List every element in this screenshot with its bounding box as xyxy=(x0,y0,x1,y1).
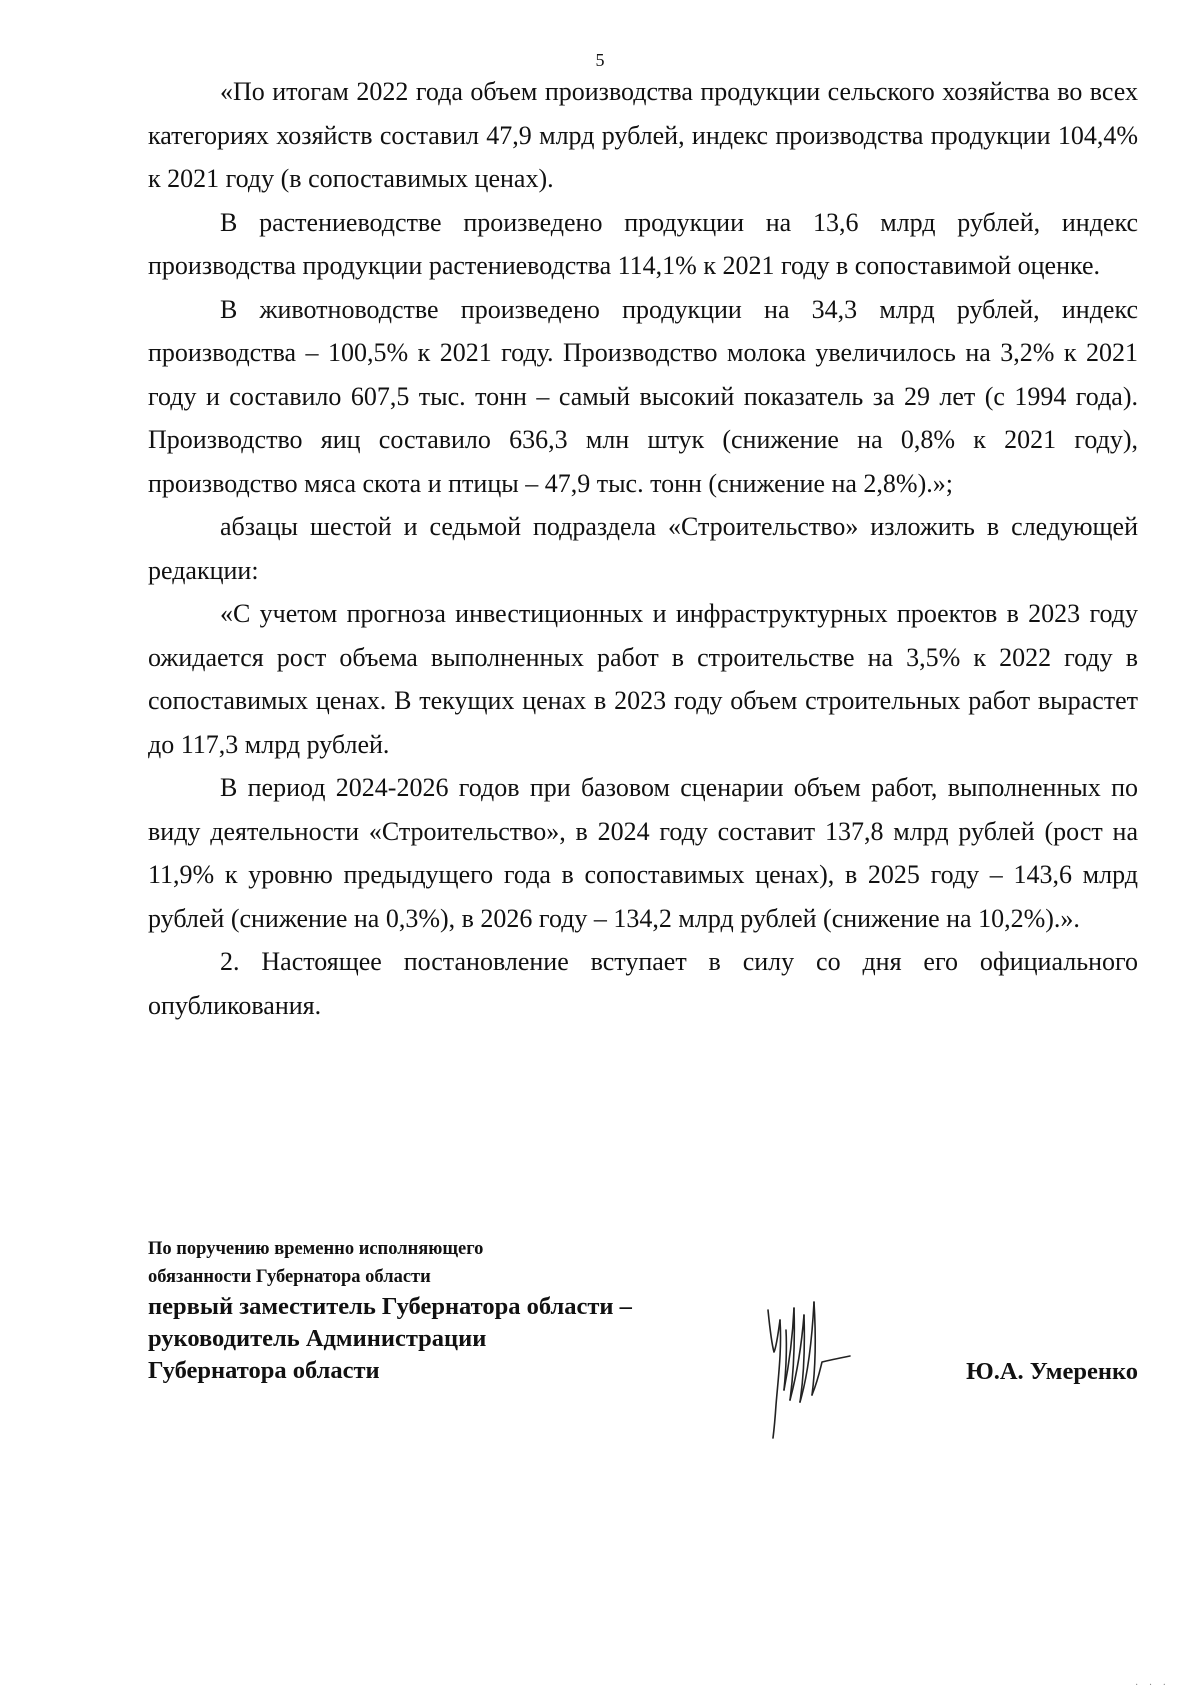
signatory-title-line-1: первый заместитель Губернатора области – xyxy=(148,1293,632,1320)
signatory-title-line-2: руководитель Администрации xyxy=(148,1325,487,1352)
paragraph-construction-2024-2026: В период 2024-2026 годов при базовом сценарии объем работ, выполненных по виду деятельности «Строительство», в 2024 году составит 137,8 млрд рублей (рост на 11,9% к уровню предыдущего года в сопоставимых ценах), в 2025 году – 143,6 млрд рублей (снижение на 0,3%), в 2026 году – 134,2 млрд рублей (снижение на 10,2%).». xyxy=(148,773,1138,933)
paragraph-construction-amendment: абзацы шестой и седьмой подраздела «Строительство» изложить в следующей редакции: xyxy=(148,512,1138,585)
signatory-title-line-3: Губернатора области xyxy=(148,1357,380,1384)
paragraph-construction-2023: «С учетом прогноза инвестиционных и инфраструктурных проектов в 2023 году ожидается рост объема выполненных работ в строительстве на 3,5% к 2022 году в сопоставимых ценах. В текущих ценах в 2023 году объем строительных работ вырастет до 117,3 млрд рублей. xyxy=(148,599,1138,759)
scan-artifact-marks: · · · xyxy=(1135,1680,1170,1691)
signatory-name: Ю.А. Умеренко xyxy=(966,1358,1138,1385)
paragraph-agriculture-total: «По итогам 2022 года объем производства продукции сельского хозяйства во всех категориях хозяйств составил 47,9 млрд рублей, индекс производства продукции 104,4% к 2021 году (в сопоставимых ценах). xyxy=(148,77,1138,193)
page-number: 5 xyxy=(595,50,605,70)
signature-authority-line-2: обязанности Губернатора области xyxy=(148,1267,431,1287)
signature-block xyxy=(148,1235,1138,1387)
paragraph-crop-production: В растениеводстве произведено продукции на 13,6 млрд рублей, индекс производства продукции растениеводства 114,1% к 2021 году в сопоставимой оценке. xyxy=(148,207,1138,280)
document-body xyxy=(148,70,1138,1027)
handwritten-signature xyxy=(760,1290,870,1440)
signature-authority-line-1: По поручению временно исполняющего xyxy=(148,1239,484,1259)
paragraph-livestock: В животноводстве произведено продукции на 34,3 млрд рублей, индекс производства – 100,5% к 2021 году. Производство молока увеличилось на 3,2% к 2021 году и составило 607,5 тыс. тонн – самый высокий показатель за 29 лет (с 1994 года). Производство яиц составило 636,3 млн штук (снижение на 0,8% к 2021 году), производство мяса скота и птицы – 47,9 тыс. тонн (снижение на 2,8%).»; xyxy=(148,294,1138,498)
paragraph-entry-into-force: 2. Настоящее постановление вступает в силу со дня его официального опубликования. xyxy=(148,947,1138,1020)
